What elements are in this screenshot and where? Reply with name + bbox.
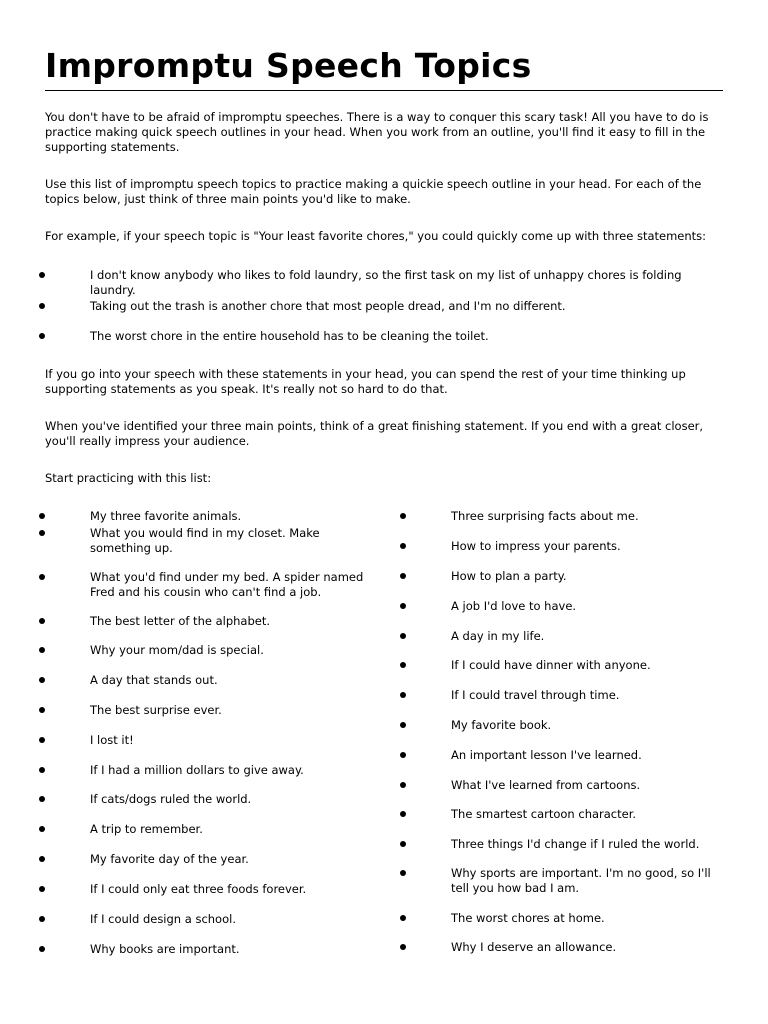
bullet-icon	[400, 692, 406, 698]
bullet-icon	[400, 944, 406, 950]
list-item-text: Why your mom/dad is special.	[90, 643, 264, 657]
bullet-icon	[400, 543, 406, 549]
list-item-text: Three things I'd change if I ruled the world.	[451, 837, 700, 851]
bullet-icon	[400, 811, 406, 817]
bullet-icon	[39, 886, 45, 892]
list-item-text: Taking out the trash is another chore that most people dread, and I'm no different.	[90, 299, 566, 313]
list-item-text: The smartest cartoon character.	[451, 807, 637, 821]
bullet-icon	[39, 737, 45, 743]
list-item-text: The best surprise ever.	[90, 703, 222, 717]
bullet-icon	[400, 870, 406, 876]
bullet-icon	[39, 826, 45, 832]
list-item-text: A job I'd love to have.	[451, 599, 577, 613]
list-item-text: A day in my life.	[451, 629, 545, 643]
bullet-icon	[39, 856, 45, 862]
bullet-icon	[39, 333, 45, 339]
example-intro-paragraph: For example, if your speech topic is "Your least favorite chores," you could quickly come up with three statements:	[45, 229, 707, 243]
list-item-text: The best letter of the alphabet.	[90, 614, 271, 628]
list-intro-paragraph: Start practicing with this list:	[45, 471, 212, 485]
list-item-text: Why books are important.	[90, 942, 240, 956]
list-item-text: If I could only eat three foods forever.	[90, 882, 307, 896]
list-item-text: My favorite day of the year.	[90, 852, 249, 866]
list-item-text: If I could have dinner with anyone.	[451, 658, 651, 672]
list-item-text: If I could design a school.	[90, 912, 236, 926]
bullet-icon	[39, 647, 45, 653]
list-item-text: How to plan a party.	[451, 569, 567, 583]
title-divider	[45, 90, 723, 91]
list-item-text: What I've learned from cartoons.	[451, 778, 641, 792]
bullet-icon	[400, 782, 406, 788]
list-item-text: Three surprising facts about me.	[451, 509, 639, 523]
bullet-icon	[400, 573, 406, 579]
bullet-icon	[39, 272, 45, 278]
intro-paragraph: You don't have to be afraid of impromptu speeches. There is a way to conquer this scary task! All you have to do is practice making quick speech outlines in your head. When you work from an outline, you'll find it easy to fill in the supporting statements.	[45, 110, 709, 154]
bullet-icon	[400, 752, 406, 758]
bullet-icon	[39, 574, 45, 580]
closing-tip-paragraph: When you've identified your three main points, think of a great finishing statement. If you end with a great closer, you'll really impress your audience.	[45, 419, 704, 448]
page-title: Impromptu Speech Topics	[45, 46, 532, 85]
bullet-icon	[400, 662, 406, 668]
instructions-paragraph: Use this list of impromptu speech topics to practice making a quickie speech outline in your head. For each of the topics below, just think of three main points you'd like to make.	[45, 177, 702, 206]
bullet-icon	[400, 841, 406, 847]
bullet-icon	[39, 796, 45, 802]
list-item-text: If cats/dogs ruled the world.	[90, 792, 252, 806]
bullet-icon	[400, 603, 406, 609]
strategy-paragraph: If you go into your speech with these statements in your head, you can spend the rest of your time thinking up supporting statements as you speak. It's really not so hard to do that.	[45, 367, 686, 396]
list-item-text: I lost it!	[90, 733, 134, 747]
bullet-icon	[39, 916, 45, 922]
bullet-icon	[39, 513, 45, 519]
bullet-icon	[39, 707, 45, 713]
list-item-text: If I had a million dollars to give away.	[90, 763, 304, 777]
list-item-text: I don't know anybody who likes to fold laundry, so the first task on my list of unhappy chores is folding laundry.	[90, 268, 682, 297]
bullet-icon	[39, 530, 45, 536]
bullet-icon	[400, 513, 406, 519]
bullet-icon	[400, 722, 406, 728]
list-item-text: What you would find in my closet. Make something up.	[90, 526, 320, 555]
list-item-text: How to impress your parents.	[451, 539, 621, 553]
list-item-text: The worst chore in the entire household has to be cleaning the toilet.	[90, 329, 489, 343]
list-item-text: A trip to remember.	[90, 822, 203, 836]
list-item-text: A day that stands out.	[90, 673, 218, 687]
bullet-icon	[400, 633, 406, 639]
bullet-icon	[39, 677, 45, 683]
bullet-icon	[400, 915, 406, 921]
list-item-text: An important lesson I've learned.	[451, 748, 642, 762]
bullet-icon	[39, 767, 45, 773]
list-item-text: If I could travel through time.	[451, 688, 620, 702]
list-item-text: My three favorite animals.	[90, 509, 242, 523]
bullet-icon	[39, 618, 45, 624]
list-item-text: Why I deserve an allowance.	[451, 940, 617, 954]
bullet-icon	[39, 946, 45, 952]
list-item-text: My favorite book.	[451, 718, 552, 732]
bullet-icon	[39, 303, 45, 309]
list-item-text: Why sports are important. I'm no good, so I'll tell you how bad I am.	[451, 866, 711, 895]
list-item-text: The worst chores at home.	[451, 911, 605, 925]
list-item-text: What you'd find under my bed. A spider named Fred and his cousin who can't find a job.	[90, 570, 364, 599]
